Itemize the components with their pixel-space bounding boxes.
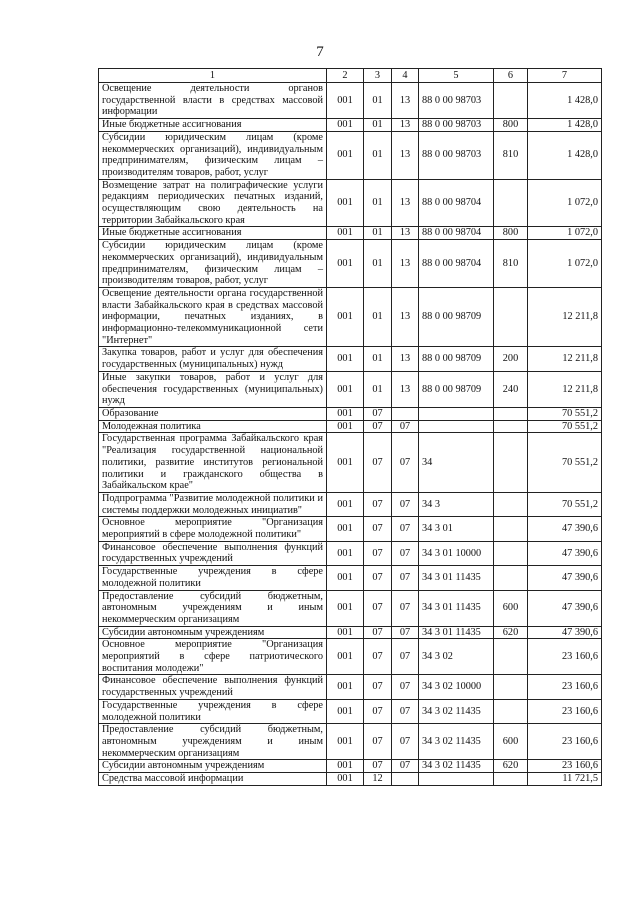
row-name-cell: Возмещение затрат на полиграфические услуги редакциям периодических печатных изданий, осуществляющим свою деятельность на территории Забайкальского края xyxy=(99,179,327,227)
row-name-cell: Предоставление субсидий бюджетным, автономным учреждениям и иным некоммерческим организациям xyxy=(99,724,327,760)
row-section-code-cell: 07 xyxy=(364,420,392,433)
row-expense-type-cell: 200 xyxy=(494,347,528,371)
row-name-cell: Субсидии юридическим лицам (кроме некоммерческих организаций), индивидуальным предпринимателям, физическим лицам – производителям товаров, работ, услуг xyxy=(99,131,327,179)
row-name-cell: Освещение деятельности органа государственной власти Забайкальского края в средствах массовой информации, печатных изданиях, в информационно-телекоммуникационной сети "Интернет" xyxy=(99,287,327,347)
row-admin-code-cell: 001 xyxy=(327,541,364,565)
row-amount-cell: 23 160,6 xyxy=(528,699,602,723)
row-amount-cell: 12 211,8 xyxy=(528,371,602,407)
table-row xyxy=(99,773,602,786)
row-target-article-cell: 88 0 00 98704 xyxy=(419,240,494,288)
table-row xyxy=(99,517,602,541)
row-admin-code-cell: 001 xyxy=(327,240,364,288)
row-subsection-code-cell: 07 xyxy=(392,492,419,516)
table-row xyxy=(99,347,602,371)
row-subsection-code-cell: 13 xyxy=(392,240,419,288)
row-expense-type-cell xyxy=(494,179,528,227)
row-name-cell: Иные бюджетные ассигнования xyxy=(99,119,327,132)
row-amount-cell: 70 551,2 xyxy=(528,492,602,516)
budget-table xyxy=(98,68,602,786)
row-section-code-cell: 01 xyxy=(364,287,392,347)
row-amount-cell: 1 072,0 xyxy=(528,240,602,288)
row-subsection-code-cell: 07 xyxy=(392,675,419,699)
column-header: 4 xyxy=(392,69,419,83)
row-expense-type-cell: 800 xyxy=(494,227,528,240)
row-expense-type-cell xyxy=(494,492,528,516)
row-section-code-cell: 01 xyxy=(364,347,392,371)
row-admin-code-cell: 001 xyxy=(327,590,364,626)
table-row xyxy=(99,131,602,179)
row-expense-type-cell: 810 xyxy=(494,131,528,179)
table-row xyxy=(99,83,602,119)
column-header: 6 xyxy=(494,69,528,83)
row-amount-cell: 1 072,0 xyxy=(528,227,602,240)
table-body xyxy=(99,83,602,786)
row-target-article-cell: 34 3 02 xyxy=(419,639,494,675)
row-amount-cell: 47 390,6 xyxy=(528,590,602,626)
row-target-article-cell: 34 xyxy=(419,433,494,493)
row-name-cell: Освещение деятельности органов государственной власти в средствах массовой информации xyxy=(99,83,327,119)
row-target-article-cell: 34 3 01 10000 xyxy=(419,541,494,565)
row-amount-cell: 1 072,0 xyxy=(528,179,602,227)
row-section-code-cell: 07 xyxy=(364,541,392,565)
row-name-cell: Иные бюджетные ассигнования xyxy=(99,227,327,240)
row-name-cell: Финансовое обеспечение выполнения функций государственных учреждений xyxy=(99,541,327,565)
row-amount-cell: 70 551,2 xyxy=(528,407,602,420)
row-target-article-cell: 34 3 02 10000 xyxy=(419,675,494,699)
column-header: 1 xyxy=(99,69,327,83)
row-section-code-cell: 07 xyxy=(364,626,392,639)
row-expense-type-cell xyxy=(494,699,528,723)
row-admin-code-cell: 001 xyxy=(327,407,364,420)
row-section-code-cell: 01 xyxy=(364,371,392,407)
row-subsection-code-cell: 13 xyxy=(392,371,419,407)
row-subsection-code-cell: 13 xyxy=(392,119,419,132)
row-subsection-code-cell: 07 xyxy=(392,420,419,433)
row-target-article-cell xyxy=(419,407,494,420)
row-name-cell: Субсидии автономным учреждениям xyxy=(99,626,327,639)
row-subsection-code-cell: 07 xyxy=(392,590,419,626)
row-amount-cell: 23 160,6 xyxy=(528,724,602,760)
row-amount-cell: 70 551,2 xyxy=(528,433,602,493)
row-admin-code-cell: 001 xyxy=(327,83,364,119)
row-name-cell: Средства массовой информации xyxy=(99,773,327,786)
row-subsection-code-cell: 07 xyxy=(392,724,419,760)
table-row xyxy=(99,287,602,347)
table-row xyxy=(99,371,602,407)
row-name-cell: Основное мероприятие "Организация мероприятий в сфере молодежной политики" xyxy=(99,517,327,541)
row-target-article-cell: 34 3 02 11435 xyxy=(419,724,494,760)
row-name-cell: Государственные учреждения в сфере молодежной политики xyxy=(99,699,327,723)
row-section-code-cell: 07 xyxy=(364,407,392,420)
row-expense-type-cell xyxy=(494,566,528,590)
row-admin-code-cell: 001 xyxy=(327,492,364,516)
row-admin-code-cell: 001 xyxy=(327,287,364,347)
row-amount-cell: 23 160,6 xyxy=(528,675,602,699)
table-row xyxy=(99,240,602,288)
row-expense-type-cell xyxy=(494,433,528,493)
row-name-cell: Субсидии юридическим лицам (кроме некоммерческих организаций), индивидуальным предпринимателям, физическим лицам – производителям товаров, работ, услуг xyxy=(99,240,327,288)
row-admin-code-cell: 001 xyxy=(327,227,364,240)
row-amount-cell: 70 551,2 xyxy=(528,420,602,433)
row-subsection-code-cell: 07 xyxy=(392,699,419,723)
row-name-cell: Субсидии автономным учреждениям xyxy=(99,760,327,773)
row-expense-type-cell: 620 xyxy=(494,626,528,639)
column-header: 3 xyxy=(364,69,392,83)
row-amount-cell: 47 390,6 xyxy=(528,626,602,639)
row-amount-cell: 1 428,0 xyxy=(528,119,602,132)
row-subsection-code-cell: 07 xyxy=(392,626,419,639)
row-subsection-code-cell: 13 xyxy=(392,227,419,240)
table-row xyxy=(99,420,602,433)
row-target-article-cell: 88 0 00 98704 xyxy=(419,179,494,227)
row-subsection-code-cell: 07 xyxy=(392,517,419,541)
row-target-article-cell: 88 0 00 98703 xyxy=(419,119,494,132)
row-target-article-cell: 88 0 00 98709 xyxy=(419,347,494,371)
row-section-code-cell: 12 xyxy=(364,773,392,786)
row-expense-type-cell: 800 xyxy=(494,119,528,132)
row-expense-type-cell xyxy=(494,541,528,565)
table-row xyxy=(99,179,602,227)
row-amount-cell: 47 390,6 xyxy=(528,517,602,541)
row-amount-cell: 47 390,6 xyxy=(528,566,602,590)
row-admin-code-cell: 001 xyxy=(327,371,364,407)
row-amount-cell: 12 211,8 xyxy=(528,287,602,347)
row-section-code-cell: 07 xyxy=(364,675,392,699)
row-expense-type-cell xyxy=(494,83,528,119)
table-row xyxy=(99,760,602,773)
row-name-cell: Молодежная политика xyxy=(99,420,327,433)
table-row xyxy=(99,626,602,639)
row-section-code-cell: 07 xyxy=(364,566,392,590)
table-row xyxy=(99,119,602,132)
row-subsection-code-cell xyxy=(392,773,419,786)
row-amount-cell: 11 721,5 xyxy=(528,773,602,786)
row-section-code-cell: 01 xyxy=(364,179,392,227)
row-admin-code-cell: 001 xyxy=(327,347,364,371)
row-name-cell: Образование xyxy=(99,407,327,420)
row-subsection-code-cell: 07 xyxy=(392,541,419,565)
row-subsection-code-cell: 13 xyxy=(392,287,419,347)
row-subsection-code-cell: 07 xyxy=(392,760,419,773)
row-admin-code-cell: 001 xyxy=(327,179,364,227)
row-admin-code-cell: 001 xyxy=(327,626,364,639)
row-target-article-cell: 34 3 02 11435 xyxy=(419,699,494,723)
row-subsection-code-cell xyxy=(392,407,419,420)
row-name-cell: Основное мероприятие "Организация мероприятий в сфере патриотического воспитания молодежи" xyxy=(99,639,327,675)
row-admin-code-cell: 001 xyxy=(327,420,364,433)
row-admin-code-cell: 001 xyxy=(327,566,364,590)
row-name-cell: Предоставление субсидий бюджетным, автономным учреждениям и иным некоммерческим организациям xyxy=(99,590,327,626)
row-target-article-cell: 34 3 01 11435 xyxy=(419,566,494,590)
row-admin-code-cell: 001 xyxy=(327,724,364,760)
column-header: 2 xyxy=(327,69,364,83)
row-expense-type-cell xyxy=(494,287,528,347)
row-target-article-cell: 34 3 xyxy=(419,492,494,516)
row-name-cell: Государственная программа Забайкальского края "Реализация государственной национальной политики, развитие институтов региональной политики и гражданского общества в Забайкальском крае" xyxy=(99,433,327,493)
row-admin-code-cell: 001 xyxy=(327,119,364,132)
row-target-article-cell: 34 3 01 11435 xyxy=(419,626,494,639)
row-expense-type-cell xyxy=(494,675,528,699)
row-target-article-cell xyxy=(419,773,494,786)
table-row xyxy=(99,675,602,699)
row-target-article-cell xyxy=(419,420,494,433)
row-name-cell: Государственные учреждения в сфере молодежной политики xyxy=(99,566,327,590)
row-section-code-cell: 01 xyxy=(364,227,392,240)
row-amount-cell: 23 160,6 xyxy=(528,639,602,675)
row-section-code-cell: 07 xyxy=(364,760,392,773)
row-amount-cell: 12 211,8 xyxy=(528,347,602,371)
table-row xyxy=(99,492,602,516)
row-section-code-cell: 01 xyxy=(364,131,392,179)
table-header-row xyxy=(99,69,602,83)
page-number: 7 xyxy=(316,44,324,60)
row-admin-code-cell: 001 xyxy=(327,517,364,541)
row-subsection-code-cell: 13 xyxy=(392,179,419,227)
row-expense-type-cell: 600 xyxy=(494,590,528,626)
table-row xyxy=(99,433,602,493)
row-target-article-cell: 34 3 02 11435 xyxy=(419,760,494,773)
row-subsection-code-cell: 13 xyxy=(392,347,419,371)
row-name-cell: Иные закупки товаров, работ и услуг для обеспечения государственных (муниципальных) нужд xyxy=(99,371,327,407)
row-target-article-cell: 88 0 00 98709 xyxy=(419,371,494,407)
row-section-code-cell: 01 xyxy=(364,240,392,288)
table-row xyxy=(99,699,602,723)
row-admin-code-cell: 001 xyxy=(327,131,364,179)
row-expense-type-cell xyxy=(494,773,528,786)
row-target-article-cell: 34 3 01 xyxy=(419,517,494,541)
column-header: 5 xyxy=(419,69,494,83)
row-section-code-cell: 07 xyxy=(364,639,392,675)
row-admin-code-cell: 001 xyxy=(327,433,364,493)
row-target-article-cell: 88 0 00 98704 xyxy=(419,227,494,240)
row-admin-code-cell: 001 xyxy=(327,760,364,773)
row-name-cell: Закупка товаров, работ и услуг для обеспечения государственных (муниципальных) нужд xyxy=(99,347,327,371)
row-target-article-cell: 88 0 00 98703 xyxy=(419,83,494,119)
row-section-code-cell: 07 xyxy=(364,590,392,626)
row-expense-type-cell xyxy=(494,639,528,675)
row-admin-code-cell: 001 xyxy=(327,773,364,786)
row-admin-code-cell: 001 xyxy=(327,699,364,723)
row-name-cell: Финансовое обеспечение выполнения функций государственных учреждений xyxy=(99,675,327,699)
row-target-article-cell: 34 3 01 11435 xyxy=(419,590,494,626)
row-expense-type-cell: 620 xyxy=(494,760,528,773)
row-section-code-cell: 07 xyxy=(364,492,392,516)
table-row xyxy=(99,724,602,760)
row-amount-cell: 1 428,0 xyxy=(528,131,602,179)
row-section-code-cell: 07 xyxy=(364,724,392,760)
row-admin-code-cell: 001 xyxy=(327,675,364,699)
table-row xyxy=(99,227,602,240)
row-target-article-cell: 88 0 00 98703 xyxy=(419,131,494,179)
row-amount-cell: 23 160,6 xyxy=(528,760,602,773)
row-section-code-cell: 01 xyxy=(364,83,392,119)
table-row xyxy=(99,639,602,675)
column-header: 7 xyxy=(528,69,602,83)
row-section-code-cell: 07 xyxy=(364,517,392,541)
table-row xyxy=(99,407,602,420)
row-amount-cell: 47 390,6 xyxy=(528,541,602,565)
row-subsection-code-cell: 07 xyxy=(392,639,419,675)
row-target-article-cell: 88 0 00 98709 xyxy=(419,287,494,347)
table-row xyxy=(99,566,602,590)
row-expense-type-cell: 810 xyxy=(494,240,528,288)
row-expense-type-cell xyxy=(494,420,528,433)
row-expense-type-cell: 600 xyxy=(494,724,528,760)
row-subsection-code-cell: 13 xyxy=(392,131,419,179)
row-section-code-cell: 07 xyxy=(364,433,392,493)
row-name-cell: Подпрограмма "Развитие молодежной политики и системы поддержки молодежных инициатив" xyxy=(99,492,327,516)
row-subsection-code-cell: 07 xyxy=(392,566,419,590)
row-subsection-code-cell: 13 xyxy=(392,83,419,119)
row-expense-type-cell xyxy=(494,517,528,541)
row-expense-type-cell xyxy=(494,407,528,420)
row-section-code-cell: 01 xyxy=(364,119,392,132)
row-subsection-code-cell: 07 xyxy=(392,433,419,493)
row-section-code-cell: 07 xyxy=(364,699,392,723)
row-admin-code-cell: 001 xyxy=(327,639,364,675)
row-expense-type-cell: 240 xyxy=(494,371,528,407)
table-row xyxy=(99,590,602,626)
row-amount-cell: 1 428,0 xyxy=(528,83,602,119)
table-row xyxy=(99,541,602,565)
